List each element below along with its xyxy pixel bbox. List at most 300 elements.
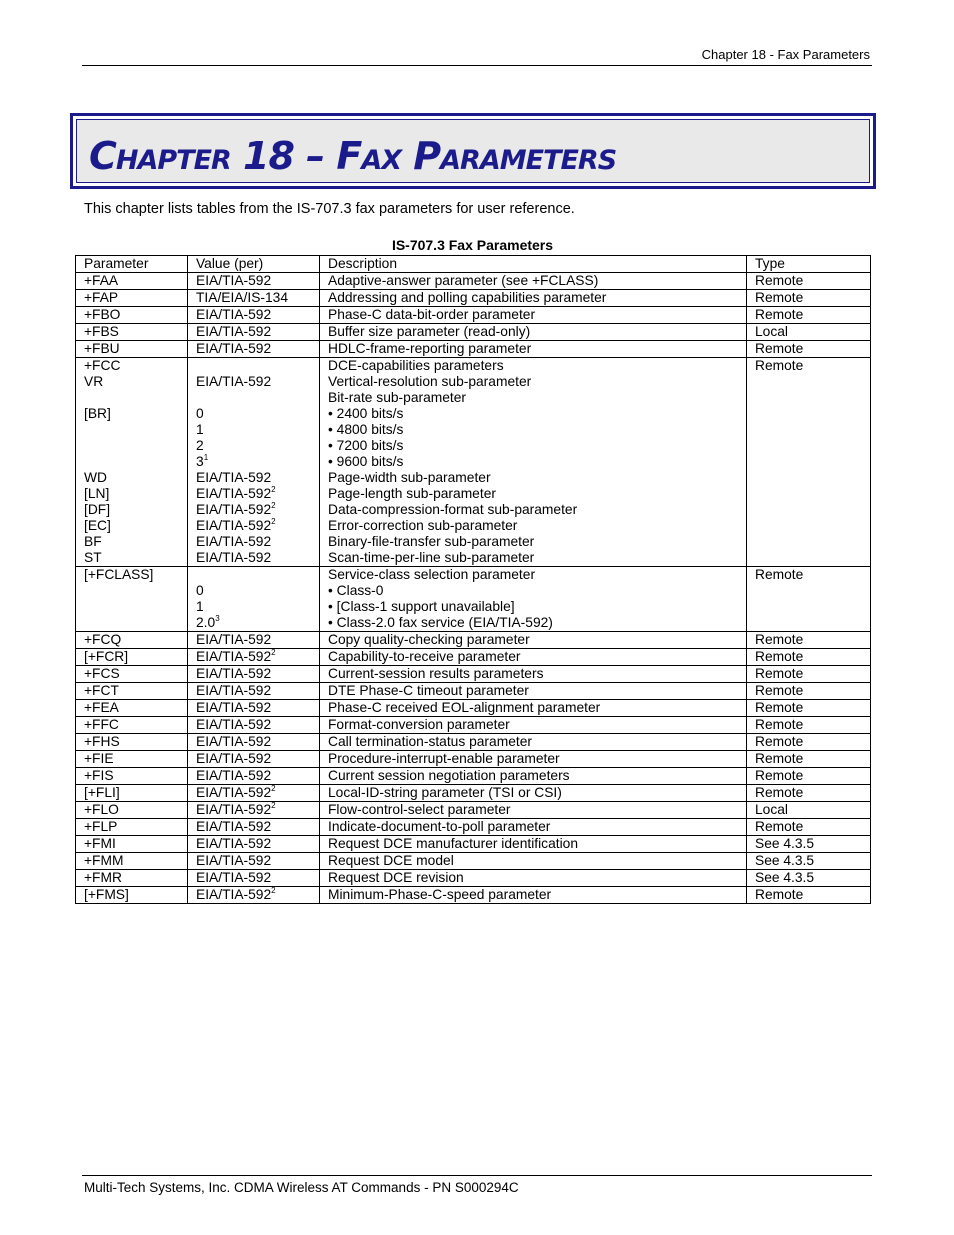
table-row (76, 632, 871, 649)
description-cell-text: DTE Phase-C timeout parameter (328, 683, 529, 698)
param-line (84, 518, 187, 534)
description-cell-text: Copy quality-checking parameter (328, 632, 530, 647)
param-line (84, 422, 187, 438)
value-cell-text: EIA/TIA-592 (196, 768, 272, 783)
type-cell (747, 632, 871, 649)
description-cell-text: Minimum-Phase-C-speed parameter (328, 887, 552, 902)
type-cell-text: Remote (755, 666, 804, 681)
parameter-cell (76, 341, 188, 358)
param-line-text: [+FCLASS] (84, 567, 154, 582)
value-cell (188, 853, 320, 870)
description-cell-text: Indicate-document-to-poll parameter (328, 819, 551, 834)
type-cell-text: Remote (755, 887, 804, 902)
value-line (196, 454, 319, 470)
value-cell (188, 887, 320, 904)
parameter-cell-text: +FLP (84, 819, 118, 834)
parameter-cell-text: +FBS (84, 324, 119, 339)
value-line (196, 374, 319, 390)
value-line-text: 0 (196, 406, 204, 421)
intro-paragraph: This chapter lists tables from the IS-707.3 fax parameters for user reference. (84, 201, 575, 217)
type-cell (747, 649, 871, 666)
value-line-text: EIA/TIA-592 (196, 534, 272, 549)
parameter-cell-text: [+FMS] (84, 887, 129, 902)
table-row (76, 785, 871, 802)
description-cell-text: Request DCE revision (328, 870, 464, 885)
desc-line (328, 599, 746, 615)
type-cell-text: Remote (755, 751, 804, 766)
parameter-cell-text: +FIS (84, 768, 114, 783)
param-line-text: +FCC (84, 358, 121, 373)
param-line (84, 550, 187, 566)
table-row (76, 768, 871, 785)
parameter-cell (76, 290, 188, 307)
value-cell (188, 358, 320, 567)
desc-line (328, 454, 746, 470)
desc-line-text: Error-correction sub-parameter (328, 518, 518, 533)
description-cell (320, 717, 747, 734)
value-line (196, 583, 319, 599)
param-line (84, 534, 187, 550)
value-line-text: EIA/TIA-592 (196, 550, 272, 565)
param-line (84, 438, 187, 454)
value-line (196, 406, 319, 422)
parameter-cell (76, 649, 188, 666)
type-cell (747, 785, 871, 802)
desc-line (328, 567, 746, 583)
table-row (76, 666, 871, 683)
value-line-text: EIA/TIA-592 (196, 502, 272, 517)
parameter-cell (76, 324, 188, 341)
desc-line-text: DCE-capabilities parameters (328, 358, 504, 373)
description-cell (320, 632, 747, 649)
table-row (76, 853, 871, 870)
parameter-cell-text: +FAA (84, 273, 119, 288)
description-cell (320, 358, 747, 567)
column-header: Description (320, 256, 747, 273)
value-line (196, 502, 319, 518)
parameter-cell-text: +FLO (84, 802, 119, 817)
description-cell-text: Buffer size parameter (read-only) (328, 324, 531, 339)
value-line (196, 486, 319, 502)
value-cell-text: EIA/TIA-592 (196, 785, 272, 800)
param-line-text: ST (84, 550, 102, 565)
value-cell-text: EIA/TIA-592 (196, 870, 272, 885)
value-line-text: EIA/TIA-592 (196, 470, 272, 485)
value-line-text: EIA/TIA-592 (196, 518, 272, 533)
parameter-cell (76, 683, 188, 700)
description-cell (320, 324, 747, 341)
value-cell (188, 290, 320, 307)
param-line (84, 567, 187, 583)
table-row (76, 649, 871, 666)
value-cell (188, 836, 320, 853)
value-cell (188, 632, 320, 649)
desc-line (328, 502, 746, 518)
fax-parameters-table (75, 255, 871, 904)
desc-line (328, 358, 746, 374)
desc-line (328, 374, 746, 390)
desc-line-text: • 9600 bits/s (328, 454, 404, 469)
type-cell (747, 307, 871, 324)
table-row (76, 307, 871, 324)
desc-line-text: • 2400 bits/s (328, 406, 404, 421)
type-cell-text: Remote (755, 273, 804, 288)
value-cell (188, 768, 320, 785)
value-cell (188, 870, 320, 887)
description-cell-text: Call termination-status parameter (328, 734, 532, 749)
footnote-mark: 1 (203, 453, 209, 462)
parameter-cell (76, 700, 188, 717)
table-row (76, 683, 871, 700)
param-line-text: [DF] (84, 502, 111, 517)
param-line-text: [BR] (84, 406, 111, 421)
type-line (755, 358, 870, 374)
parameter-cell (76, 870, 188, 887)
parameter-cell (76, 307, 188, 324)
table-row (76, 802, 871, 819)
desc-line-text: • [Class-1 support unavailable] (328, 599, 515, 614)
value-cell-text: EIA/TIA-592 (196, 649, 272, 664)
type-cell-text: Remote (755, 632, 804, 647)
type-cell (747, 853, 871, 870)
value-line (196, 518, 319, 534)
desc-line (328, 518, 746, 534)
type-cell (747, 836, 871, 853)
value-cell-text: EIA/TIA-592 (196, 324, 272, 339)
param-line (84, 454, 187, 470)
param-line-text: WD (84, 470, 107, 485)
type-cell-text: Remote (755, 683, 804, 698)
value-cell-text: EIA/TIA-592 (196, 717, 272, 732)
value-cell-text: EIA/TIA-592 (196, 632, 272, 647)
description-cell (320, 802, 747, 819)
type-cell-text: See 4.3.5 (755, 853, 815, 868)
type-cell-text: Local (755, 324, 788, 339)
value-cell-text: EIA/TIA-592 (196, 341, 272, 356)
table-row (76, 700, 871, 717)
type-cell (747, 273, 871, 290)
footnote-mark: 2 (271, 648, 276, 657)
param-line (84, 406, 187, 422)
value-line (196, 534, 319, 550)
footnote-mark: 2 (271, 517, 276, 526)
type-cell-text: See 4.3.5 (755, 836, 815, 851)
value-line-text: 3 (196, 454, 204, 469)
value-cell-text: TIA/EIA/IS-134 (196, 290, 289, 305)
parameter-cell-text: +FFC (84, 717, 119, 732)
parameter-cell-text: +FMI (84, 836, 116, 851)
desc-line-text: Service-class selection parameter (328, 567, 536, 582)
footnote-mark: 2 (271, 501, 276, 510)
param-line (84, 470, 187, 486)
value-cell (188, 734, 320, 751)
parameter-cell-text: +FCQ (84, 632, 122, 647)
running-header: Chapter 18 - Fax Parameters (701, 47, 870, 62)
type-cell-text: Remote (755, 341, 804, 356)
param-line-text: [LN] (84, 486, 110, 501)
page-footer: Multi-Tech Systems, Inc. CDMA Wireless AT Commands - PN S000294C (84, 1180, 519, 1195)
value-cell-text: EIA/TIA-592 (196, 700, 272, 715)
value-line (196, 567, 319, 583)
value-cell-text: EIA/TIA-592 (196, 273, 272, 288)
parameter-cell (76, 632, 188, 649)
description-cell (320, 567, 747, 632)
param-line-text: BF (84, 534, 102, 549)
table-row-fcc (76, 358, 871, 567)
desc-line-text: Page-width sub-parameter (328, 470, 491, 485)
description-cell (320, 666, 747, 683)
desc-line-text: • 7200 bits/s (328, 438, 404, 453)
column-header: Parameter (76, 256, 188, 273)
description-cell-text: Request DCE manufacturer identification (328, 836, 579, 851)
type-cell (747, 700, 871, 717)
param-line (84, 502, 187, 518)
table-row (76, 734, 871, 751)
desc-line (328, 550, 746, 566)
param-line (84, 358, 187, 374)
table-caption: IS-707.3 Fax Parameters (391, 237, 554, 253)
value-cell (188, 700, 320, 717)
type-cell-text: Remote (755, 717, 804, 732)
desc-line-text: Page-length sub-parameter (328, 486, 496, 501)
desc-line (328, 470, 746, 486)
description-cell (320, 307, 747, 324)
desc-line (328, 422, 746, 438)
description-cell-text: Adaptive-answer parameter (see +FCLASS) (328, 273, 599, 288)
value-cell (188, 751, 320, 768)
parameter-cell-text: +FMR (84, 870, 122, 885)
footnote-mark: 2 (271, 485, 276, 494)
chapter-title-box (70, 113, 876, 189)
value-cell (188, 341, 320, 358)
value-cell-text: EIA/TIA-592 (196, 802, 272, 817)
value-cell-text: EIA/TIA-592 (196, 853, 272, 868)
parameter-cell-text: +FCS (84, 666, 120, 681)
parameter-cell (76, 734, 188, 751)
description-cell (320, 819, 747, 836)
description-cell (320, 273, 747, 290)
type-cell-text: Local (755, 802, 788, 817)
description-cell-text: Current-session results parameters (328, 666, 544, 681)
value-line (196, 615, 319, 631)
description-cell-text: Flow-control-select parameter (328, 802, 511, 817)
description-cell (320, 341, 747, 358)
value-cell (188, 307, 320, 324)
parameter-cell (76, 802, 188, 819)
type-cell (747, 666, 871, 683)
value-cell (188, 666, 320, 683)
type-cell (747, 802, 871, 819)
parameter-cell (76, 273, 188, 290)
table-row-fclass (76, 567, 871, 632)
table-row (76, 836, 871, 853)
value-cell (188, 683, 320, 700)
type-cell-text: See 4.3.5 (755, 870, 815, 885)
description-cell-text: Addressing and polling capabilities parameter (328, 290, 607, 305)
value-cell-text: EIA/TIA-592 (196, 819, 272, 834)
value-cell (188, 717, 320, 734)
type-cell-text: Remote (755, 768, 804, 783)
value-cell-text: EIA/TIA-592 (196, 666, 272, 681)
parameter-cell (76, 768, 188, 785)
value-line-text: EIA/TIA-592 (196, 374, 272, 389)
column-header: Value (per) (188, 256, 320, 273)
chapter-title: Chapter 18 – Fax Parameters (89, 134, 617, 178)
value-line (196, 550, 319, 566)
type-line (755, 567, 870, 583)
description-cell (320, 836, 747, 853)
type-line-text: Remote (755, 358, 804, 373)
desc-line-text: Data-compression-format sub-parameter (328, 502, 578, 517)
parameter-cell-text: +FAP (84, 290, 119, 305)
description-cell (320, 649, 747, 666)
description-cell-text: Request DCE model (328, 853, 454, 868)
parameter-cell-text: +FMM (84, 853, 124, 868)
parameter-cell-text: +FBU (84, 341, 120, 356)
value-cell-text: EIA/TIA-592 (196, 307, 272, 322)
description-cell (320, 870, 747, 887)
desc-line (328, 406, 746, 422)
type-cell (747, 341, 871, 358)
parameter-cell-text: +FCT (84, 683, 119, 698)
description-cell (320, 751, 747, 768)
parameter-cell (76, 717, 188, 734)
value-line (196, 599, 319, 615)
description-cell-text: Procedure-interrupt-enable parameter (328, 751, 560, 766)
description-cell (320, 734, 747, 751)
desc-line-text: Binary-file-transfer sub-parameter (328, 534, 535, 549)
type-cell (747, 768, 871, 785)
value-cell-text: EIA/TIA-592 (196, 751, 272, 766)
value-line-text: EIA/TIA-592 (196, 486, 272, 501)
header-rule (82, 65, 872, 66)
desc-line (328, 438, 746, 454)
type-cell (747, 717, 871, 734)
parameter-cell (76, 836, 188, 853)
table-row (76, 290, 871, 307)
column-header: Type (747, 256, 871, 273)
value-cell-text: EIA/TIA-592 (196, 887, 272, 902)
type-cell (747, 870, 871, 887)
value-cell (188, 324, 320, 341)
table-header-row (76, 256, 871, 273)
type-cell (747, 887, 871, 904)
value-cell-text: EIA/TIA-592 (196, 734, 272, 749)
parameter-cell-text: +FIE (84, 751, 114, 766)
description-cell (320, 700, 747, 717)
desc-line-text: • 4800 bits/s (328, 422, 404, 437)
type-cell-text: Remote (755, 785, 804, 800)
footnote-mark: 3 (215, 614, 220, 623)
description-cell (320, 768, 747, 785)
value-cell-text: EIA/TIA-592 (196, 836, 272, 851)
type-cell (747, 734, 871, 751)
description-cell-text: Local-ID-string parameter (TSI or CSI) (328, 785, 562, 800)
description-cell (320, 683, 747, 700)
value-line-text: 1 (196, 599, 204, 614)
value-line (196, 470, 319, 486)
table-row (76, 751, 871, 768)
desc-line (328, 615, 746, 631)
type-cell-text: Remote (755, 700, 804, 715)
value-line (196, 390, 319, 406)
description-cell (320, 887, 747, 904)
parameter-cell (76, 785, 188, 802)
param-line (84, 486, 187, 502)
param-line (84, 390, 187, 406)
parameter-cell (76, 751, 188, 768)
parameter-cell (76, 567, 188, 632)
footnote-mark: 2 (271, 784, 276, 793)
param-line (84, 374, 187, 390)
desc-line (328, 534, 746, 550)
desc-line-text: Scan-time-per-line sub-parameter (328, 550, 535, 565)
value-cell (188, 819, 320, 836)
footer-rule (82, 1175, 872, 1176)
value-line-text: 2.0 (196, 615, 216, 630)
value-cell-text: EIA/TIA-592 (196, 683, 272, 698)
parameter-cell (76, 358, 188, 567)
param-line-text: VR (84, 374, 104, 389)
desc-line (328, 390, 746, 406)
type-cell (747, 290, 871, 307)
description-cell-text: Format-conversion parameter (328, 717, 510, 732)
description-cell (320, 785, 747, 802)
description-cell-text: Phase-C data-bit-order parameter (328, 307, 536, 322)
value-cell (188, 649, 320, 666)
description-cell-text: HDLC-frame-reporting parameter (328, 341, 532, 356)
desc-line (328, 583, 746, 599)
desc-line (328, 486, 746, 502)
parameter-cell-text: [+FLI] (84, 785, 120, 800)
type-cell (747, 683, 871, 700)
desc-line-text: Bit-rate sub-parameter (328, 390, 467, 405)
table-row (76, 273, 871, 290)
value-line-text: 1 (196, 422, 204, 437)
desc-line-text: • Class-0 (328, 583, 384, 598)
value-cell (188, 802, 320, 819)
parameter-cell-text: +FEA (84, 700, 119, 715)
type-cell (747, 819, 871, 836)
type-cell (747, 324, 871, 341)
table-row (76, 887, 871, 904)
table-row (76, 819, 871, 836)
desc-line-text: Vertical-resolution sub-parameter (328, 374, 532, 389)
value-cell (188, 273, 320, 290)
type-cell-text: Remote (755, 290, 804, 305)
type-cell-text: Remote (755, 307, 804, 322)
description-cell (320, 290, 747, 307)
table-row (76, 324, 871, 341)
parameter-cell (76, 887, 188, 904)
table-row (76, 717, 871, 734)
value-line-text: 2 (196, 438, 204, 453)
description-cell-text: Capability-to-receive parameter (328, 649, 521, 664)
type-cell (747, 358, 871, 567)
parameter-cell-text: [+FCR] (84, 649, 129, 664)
parameter-cell (76, 819, 188, 836)
table-row (76, 870, 871, 887)
parameter-cell (76, 666, 188, 683)
parameter-cell (76, 853, 188, 870)
value-cell (188, 567, 320, 632)
desc-line-text: • Class-2.0 fax service (EIA/TIA-592) (328, 615, 553, 630)
type-cell (747, 751, 871, 768)
param-line-text: [EC] (84, 518, 111, 533)
value-line (196, 358, 319, 374)
value-cell (188, 785, 320, 802)
table-row (76, 341, 871, 358)
